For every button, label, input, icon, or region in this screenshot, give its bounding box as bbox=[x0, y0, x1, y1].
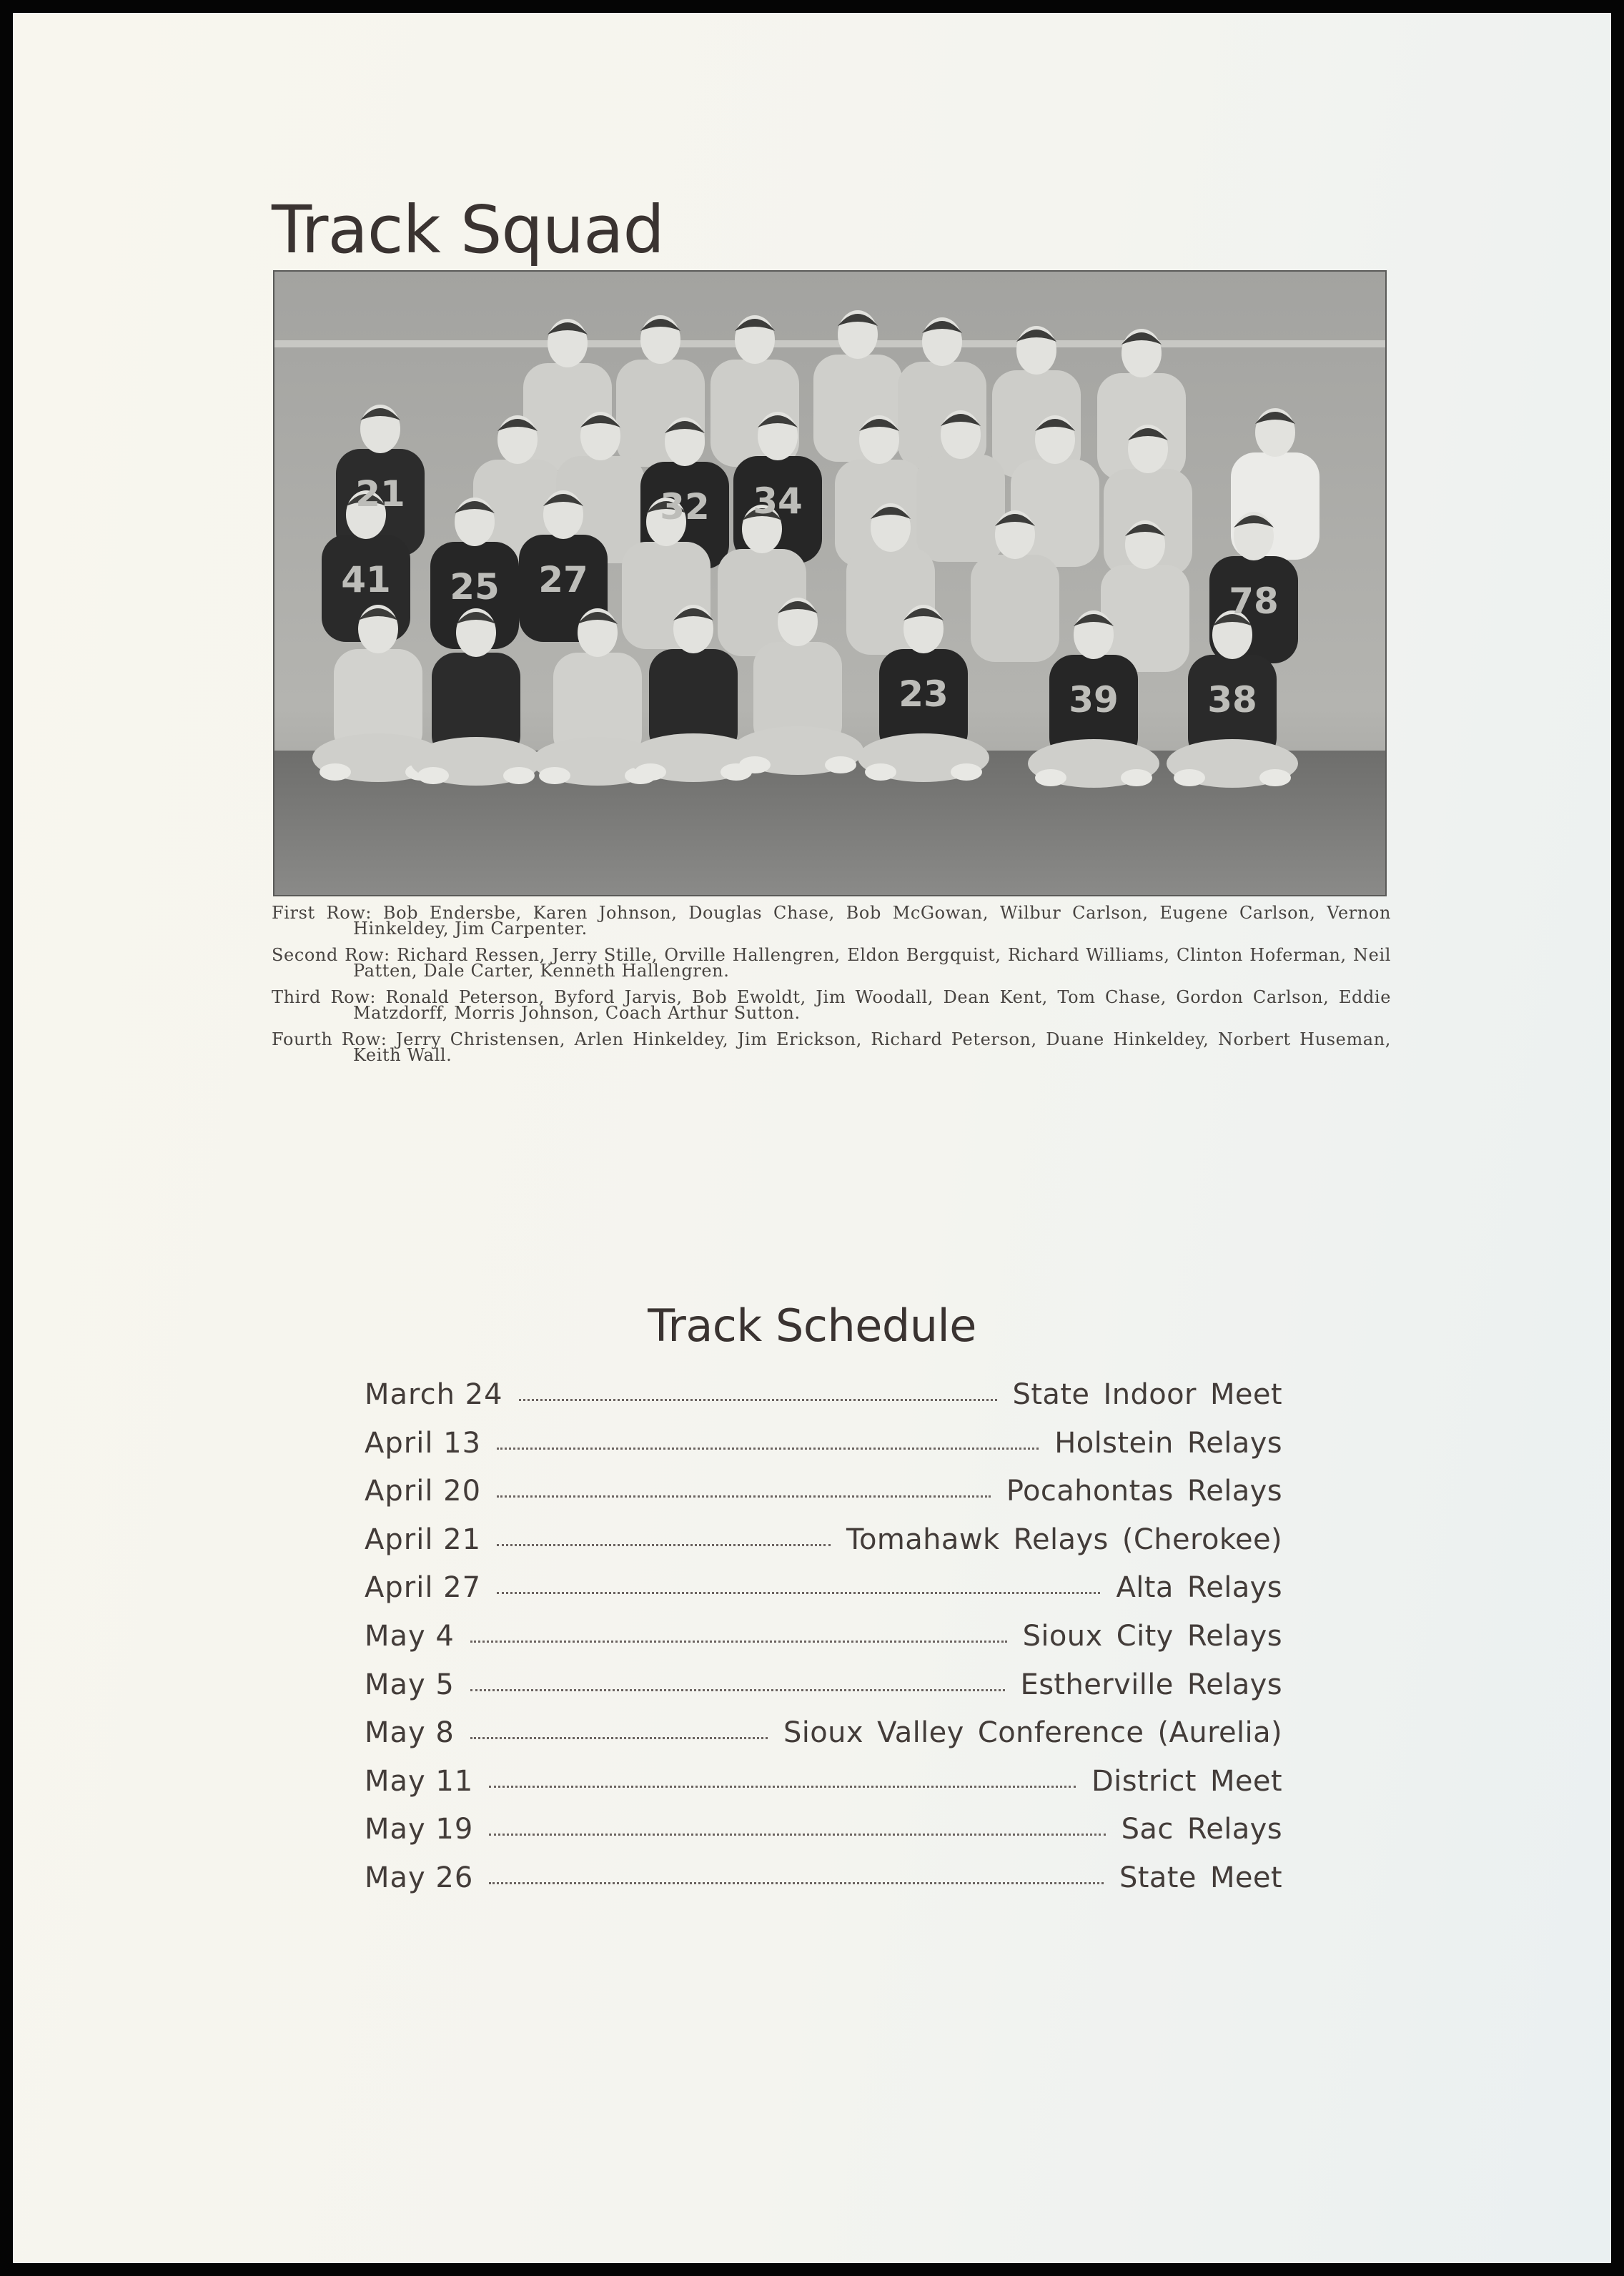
dot-leader bbox=[497, 1544, 831, 1546]
jersey-number: 38 bbox=[1207, 679, 1257, 721]
schedule-event: Sioux City Relays bbox=[1022, 1619, 1282, 1653]
schedule-event: State Indoor Meet bbox=[1012, 1378, 1282, 1411]
schedule-date: May 11 bbox=[365, 1764, 474, 1798]
schedule-row bbox=[365, 1668, 1282, 1717]
schedule-event: State Meet bbox=[1119, 1861, 1282, 1894]
page-title: Track Squad bbox=[272, 192, 664, 268]
schedule-row bbox=[365, 1620, 1282, 1668]
schedule-event: Holstein Relays bbox=[1054, 1426, 1282, 1460]
schedule-date: April 21 bbox=[365, 1523, 482, 1556]
schedule-date: May 5 bbox=[365, 1668, 455, 1701]
schedule-event: Estherville Relays bbox=[1020, 1668, 1282, 1701]
dot-leader bbox=[497, 1592, 1100, 1594]
jersey-number: 78 bbox=[1229, 580, 1279, 622]
schedule-row bbox=[365, 1427, 1282, 1475]
schedule-row bbox=[365, 1861, 1282, 1910]
jersey-number: 23 bbox=[898, 673, 949, 715]
dot-leader bbox=[489, 1834, 1105, 1836]
dot-leader bbox=[497, 1448, 1039, 1450]
schedule-row bbox=[365, 1475, 1282, 1523]
schedule-date: April 20 bbox=[365, 1475, 482, 1508]
schedule-list bbox=[365, 1378, 1282, 1910]
schedule-row bbox=[365, 1716, 1282, 1765]
team-photo-illustration bbox=[274, 272, 1385, 895]
schedule-event: Pocahontas Relays bbox=[1006, 1475, 1282, 1508]
dot-leader bbox=[497, 1495, 991, 1498]
schedule-event: Tomahawk Relays (Cherokee) bbox=[846, 1523, 1282, 1556]
dot-leader bbox=[519, 1399, 997, 1401]
schedule-date: March 24 bbox=[365, 1378, 503, 1411]
jersey-number: 39 bbox=[1069, 679, 1119, 721]
dot-leader bbox=[470, 1689, 1005, 1691]
schedule-event: Sac Relays bbox=[1121, 1813, 1282, 1846]
schedule-date: May 19 bbox=[365, 1813, 474, 1846]
schedule-event: Sioux Valley Conference (Aurelia) bbox=[783, 1716, 1282, 1750]
schedule-event: District Meet bbox=[1091, 1764, 1282, 1798]
schedule-row bbox=[365, 1765, 1282, 1814]
caption-second-row: Second Row: Richard Ressen, Jerry Stille, Orville Hallengren, Eldon Bergquist, Richard Williams, Clinton Hoferman, Neil Patten, Dale Carter, Kenneth Hallengren. bbox=[272, 945, 1391, 981]
schedule-title: Track Schedule bbox=[648, 1300, 976, 1352]
dot-leader bbox=[489, 1882, 1104, 1884]
schedule-date: May 8 bbox=[365, 1716, 455, 1750]
dot-leader bbox=[470, 1737, 768, 1739]
schedule-event: Alta Relays bbox=[1116, 1571, 1282, 1605]
jersey-number: 25 bbox=[450, 566, 500, 608]
schedule-row bbox=[365, 1813, 1282, 1861]
schedule-date: May 26 bbox=[365, 1861, 474, 1894]
jersey-number: 21 bbox=[355, 473, 405, 515]
schedule-row bbox=[365, 1378, 1282, 1427]
jersey-number: 27 bbox=[538, 559, 588, 600]
jersey-number: 34 bbox=[753, 480, 803, 522]
dot-leader bbox=[470, 1641, 1007, 1643]
team-photo bbox=[273, 270, 1387, 896]
schedule-row bbox=[365, 1571, 1282, 1620]
schedule-date: April 13 bbox=[365, 1426, 482, 1460]
schedule-date: May 4 bbox=[365, 1619, 455, 1653]
caption-third-row: Third Row: Ronald Peterson, Byford Jarvis, Bob Ewoldt, Jim Woodall, Dean Kent, Tom Chase, Gordon Carlson, Eddie Matzdorff, Morris Johnson, Coach Arthur Sutton. bbox=[272, 987, 1391, 1023]
caption-first-row: First Row: Bob Endersbe, Karen Johnson, Douglas Chase, Bob McGowan, Wilbur Carlson, Eugene Carlson, Vernon Hinkeldey, Jim Carpenter. bbox=[272, 903, 1391, 939]
caption-fourth-row: Fourth Row: Jerry Christensen, Arlen Hinkeldey, Jim Erickson, Richard Peterson, Duane Hinkeldey, Norbert Huseman, Keith Wall. bbox=[272, 1029, 1391, 1065]
photo-caption bbox=[272, 905, 1391, 1074]
schedule-date: April 27 bbox=[365, 1571, 482, 1605]
yearbook-page bbox=[13, 13, 1611, 2263]
jersey-number: 41 bbox=[341, 559, 391, 600]
schedule-row bbox=[365, 1523, 1282, 1572]
dot-leader bbox=[489, 1786, 1076, 1788]
jersey-number: 32 bbox=[660, 486, 710, 528]
